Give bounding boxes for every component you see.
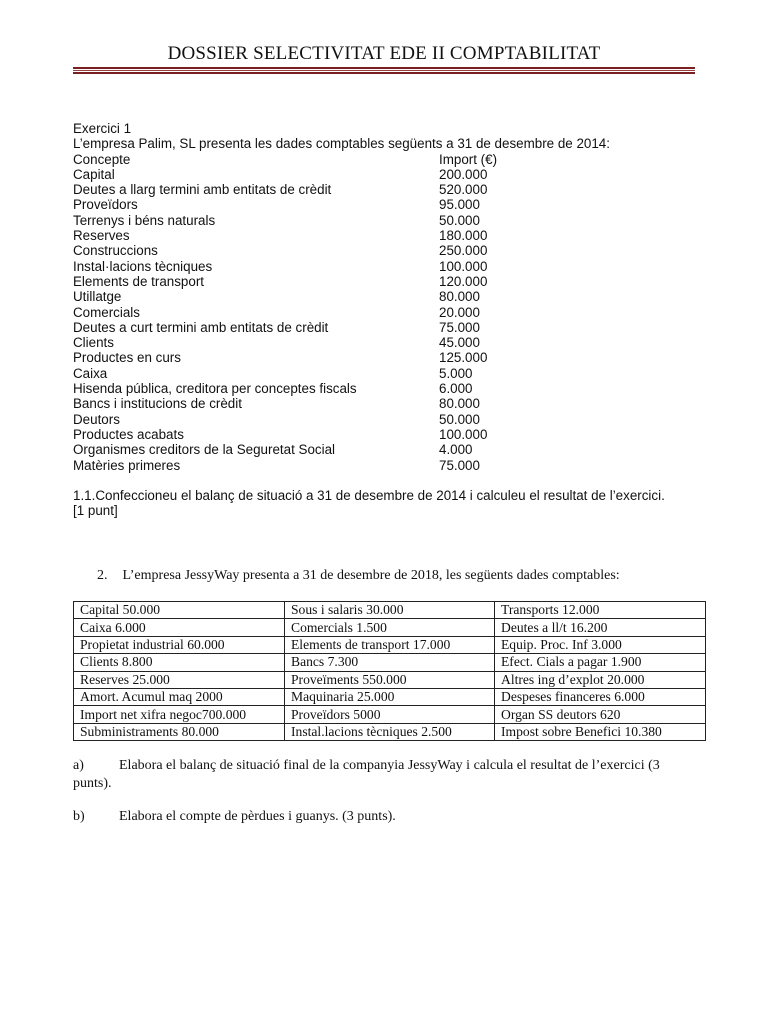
table-cell: Capital 50.000 (74, 602, 285, 619)
concept-amount: 5.000 (439, 365, 473, 381)
concept-row (73, 305, 673, 320)
exercise-2-heading (97, 568, 620, 584)
concept-amount: 125.000 (439, 350, 488, 366)
concept-row (73, 197, 673, 212)
exercise-2-number: 2. (97, 568, 108, 583)
concept-row (73, 243, 673, 258)
concept-name: Deutes a curt termini amb entitats de crèdit (73, 319, 329, 335)
table-cell: Sous i salaris 30.000 (285, 602, 495, 619)
concept-name: Capital (73, 166, 115, 182)
concept-row (73, 427, 673, 442)
concept-name: Bancs i institucions de crèdit (73, 396, 242, 412)
exercise-1-question: 1.1.Confeccioneu el balanç de situació a 31 de desembre de 2014 i calculeu el resultat de l’exercici. (73, 487, 665, 503)
concept-row (73, 335, 673, 350)
concept-name: Hisenda pública, creditora per conceptes fiscals (73, 381, 357, 397)
concept-name: Caixa (73, 365, 108, 381)
concept-row (73, 274, 673, 289)
table-cell: Transports 12.000 (495, 602, 706, 619)
concept-amount: 75.000 (439, 457, 480, 473)
concept-name: Deutors (73, 411, 120, 427)
table-row (74, 671, 706, 688)
concept-amount: 100.000 (439, 426, 488, 442)
task-b-text: Elabora el compte de pèrdues i guanys. (3 punts). (119, 809, 396, 824)
table-cell: Subministraments 80.000 (74, 723, 285, 740)
concept-amount: 75.000 (439, 319, 480, 335)
concept-row (73, 320, 673, 335)
concept-amount: 80.000 (439, 289, 480, 305)
accounts-table (73, 601, 706, 741)
concept-amount: 45.000 (439, 335, 480, 351)
concept-column-header: Concepte (73, 151, 131, 167)
exercise-1-points: [1 punt] (73, 503, 118, 519)
table-cell: Despeses financeres 6.000 (495, 688, 706, 705)
table-row (74, 654, 706, 671)
concept-amount: 180.000 (439, 228, 488, 244)
concept-amount: 120.000 (439, 273, 488, 289)
table-cell: Deutes a ll/t 16.200 (495, 619, 706, 636)
table-row (74, 636, 706, 653)
table-cell: Altres ing d’explot 20.000 (495, 671, 706, 688)
table-row (74, 619, 706, 636)
concept-name: Reserves (73, 228, 130, 244)
table-cell: Reserves 25.000 (74, 671, 285, 688)
concept-name: Clients (73, 335, 114, 351)
exercise-2-intro: L’empresa JessyWay presenta a 31 de desembre de 2018, les següents dades comptables: (122, 568, 620, 583)
title-divider (73, 70, 695, 71)
concept-name: Matèries primeres (73, 457, 181, 473)
concept-row (73, 228, 673, 243)
concept-row (73, 350, 673, 365)
concept-amount: 50.000 (439, 411, 480, 427)
table-cell: Instal.lacions tècniques 2.500 (285, 723, 495, 740)
task-b (73, 808, 673, 826)
concept-name: Instal·lacions tècniques (73, 258, 213, 274)
concept-amount: 100.000 (439, 258, 488, 274)
table-cell: Equip. Proc. Inf 3.000 (495, 636, 706, 653)
table-cell: Comercials 1.500 (285, 619, 495, 636)
table-cell: Elements de transport 17.000 (285, 636, 495, 653)
concept-row (73, 412, 673, 427)
concept-amount: 250.000 (439, 243, 488, 259)
concept-list (73, 167, 673, 473)
concept-amount: 6.000 (439, 381, 473, 397)
table-cell: Amort. Acumul maq 2000 (74, 688, 285, 705)
table-cell: Bancs 7.300 (285, 654, 495, 671)
table-cell: Propietat industrial 60.000 (74, 636, 285, 653)
concept-name: Proveïdors (73, 197, 138, 213)
table-cell: Proveïdors 5000 (285, 706, 495, 723)
concept-name: Construccions (73, 243, 158, 259)
concept-row (73, 458, 673, 473)
table-cell: Clients 8.800 (74, 654, 285, 671)
exercise-1 (73, 121, 673, 518)
concept-table-header (73, 152, 673, 167)
title-divider (73, 72, 695, 74)
concept-amount: 20.000 (439, 304, 480, 320)
table-cell: Impost sobre Benefici 10.380 (495, 723, 706, 740)
page-title: DOSSIER SELECTIVITAT EDE II COMPTABILITAT (167, 43, 601, 64)
concept-name: Productes acabats (73, 426, 184, 442)
concept-name: Elements de transport (73, 273, 204, 289)
concept-name: Productes en curs (73, 350, 181, 366)
concept-name: Organismes creditors de la Seguretat Social (73, 442, 335, 458)
table-cell: Proveïments 550.000 (285, 671, 495, 688)
concept-amount: 4.000 (439, 442, 473, 458)
table-cell: Import net xifra negoc700.000 (74, 706, 285, 723)
task-a-text: Elabora el balanç de situació final de la companyia JessyWay i calcula el resultat de l’exercici (3 punts). (73, 758, 660, 791)
concept-row (73, 259, 673, 274)
concept-row (73, 381, 673, 396)
task-b-label: b) (73, 809, 85, 824)
concept-name: Utillatge (73, 289, 122, 305)
table-cell: Caixa 6.000 (74, 619, 285, 636)
concept-row (73, 442, 673, 457)
concept-row (73, 182, 673, 197)
concept-row (73, 366, 673, 381)
concept-name: Terrenys i béns naturals (73, 212, 216, 228)
concept-row (73, 396, 673, 411)
concept-amount: 520.000 (439, 182, 488, 198)
concept-amount: 95.000 (439, 197, 480, 213)
concept-row (73, 167, 673, 182)
table-cell: Efect. Cials a pagar 1.900 (495, 654, 706, 671)
exercise-1-heading: Exercici 1 (73, 121, 132, 136)
concept-name: Deutes a llarg termini amb entitats de crèdit (73, 182, 332, 198)
table-row (74, 723, 706, 740)
table-cell: Organ SS deutors 620 (495, 706, 706, 723)
concept-amount: 80.000 (439, 396, 480, 412)
concept-name: Comercials (73, 304, 140, 320)
exercise-1-intro: L’empresa Palim, SL presenta les dades comptables següents a 31 de desembre de 2014: (73, 136, 610, 152)
amount-column-header: Import (€) (439, 151, 498, 167)
title-divider (73, 67, 695, 69)
task-a-label: a) (73, 758, 84, 773)
table-row (74, 706, 706, 723)
concept-row (73, 213, 673, 228)
table-row (74, 688, 706, 705)
concept-amount: 200.000 (439, 166, 488, 182)
concept-amount: 50.000 (439, 212, 480, 228)
concept-row (73, 289, 673, 304)
table-row (74, 602, 706, 619)
task-a (73, 757, 673, 793)
table-cell: Maquinaria 25.000 (285, 688, 495, 705)
